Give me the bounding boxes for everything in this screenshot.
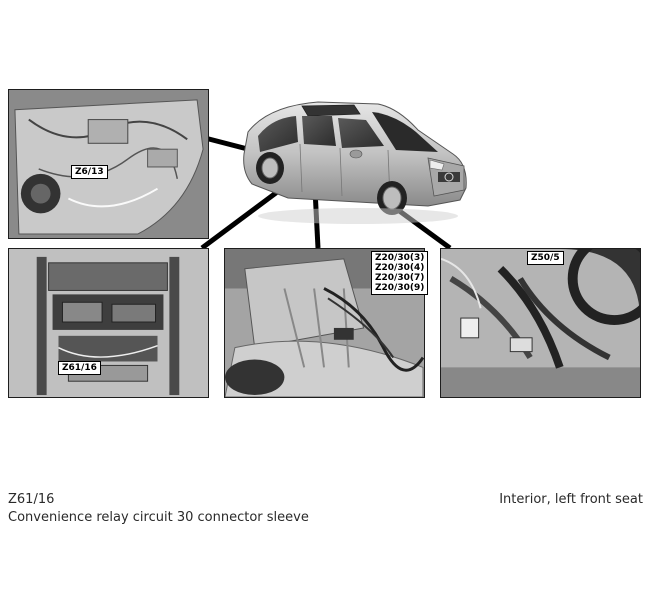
vehicle-overview-image — [228, 92, 473, 228]
callout-middle-item: Z20/30(7) — [375, 273, 425, 283]
callout-door: Z6/13 — [71, 165, 108, 179]
right-wiring-photo — [440, 248, 641, 398]
callout-seat: Z61/16 — [58, 361, 101, 375]
caption-code: Z61/16 — [8, 492, 55, 507]
seat-photo — [8, 248, 209, 398]
callout-middle-item: Z20/30(9) — [375, 283, 425, 293]
callout-middle-list — [371, 251, 428, 295]
callout-middle-item: Z20/30(4) — [375, 263, 425, 273]
callout-middle-item: Z20/30(3) — [375, 253, 425, 263]
door-panel-photo — [8, 89, 209, 239]
door-panel-image — [9, 90, 208, 238]
seat-image — [9, 249, 208, 397]
callout-right: Z50/5 — [527, 251, 564, 265]
car-illustration — [228, 92, 473, 228]
right-wiring-image — [441, 249, 640, 397]
caption-location: Interior, left front seat — [499, 492, 643, 507]
caption-description: Convenience relay circuit 30 connector sleeve — [8, 510, 309, 525]
